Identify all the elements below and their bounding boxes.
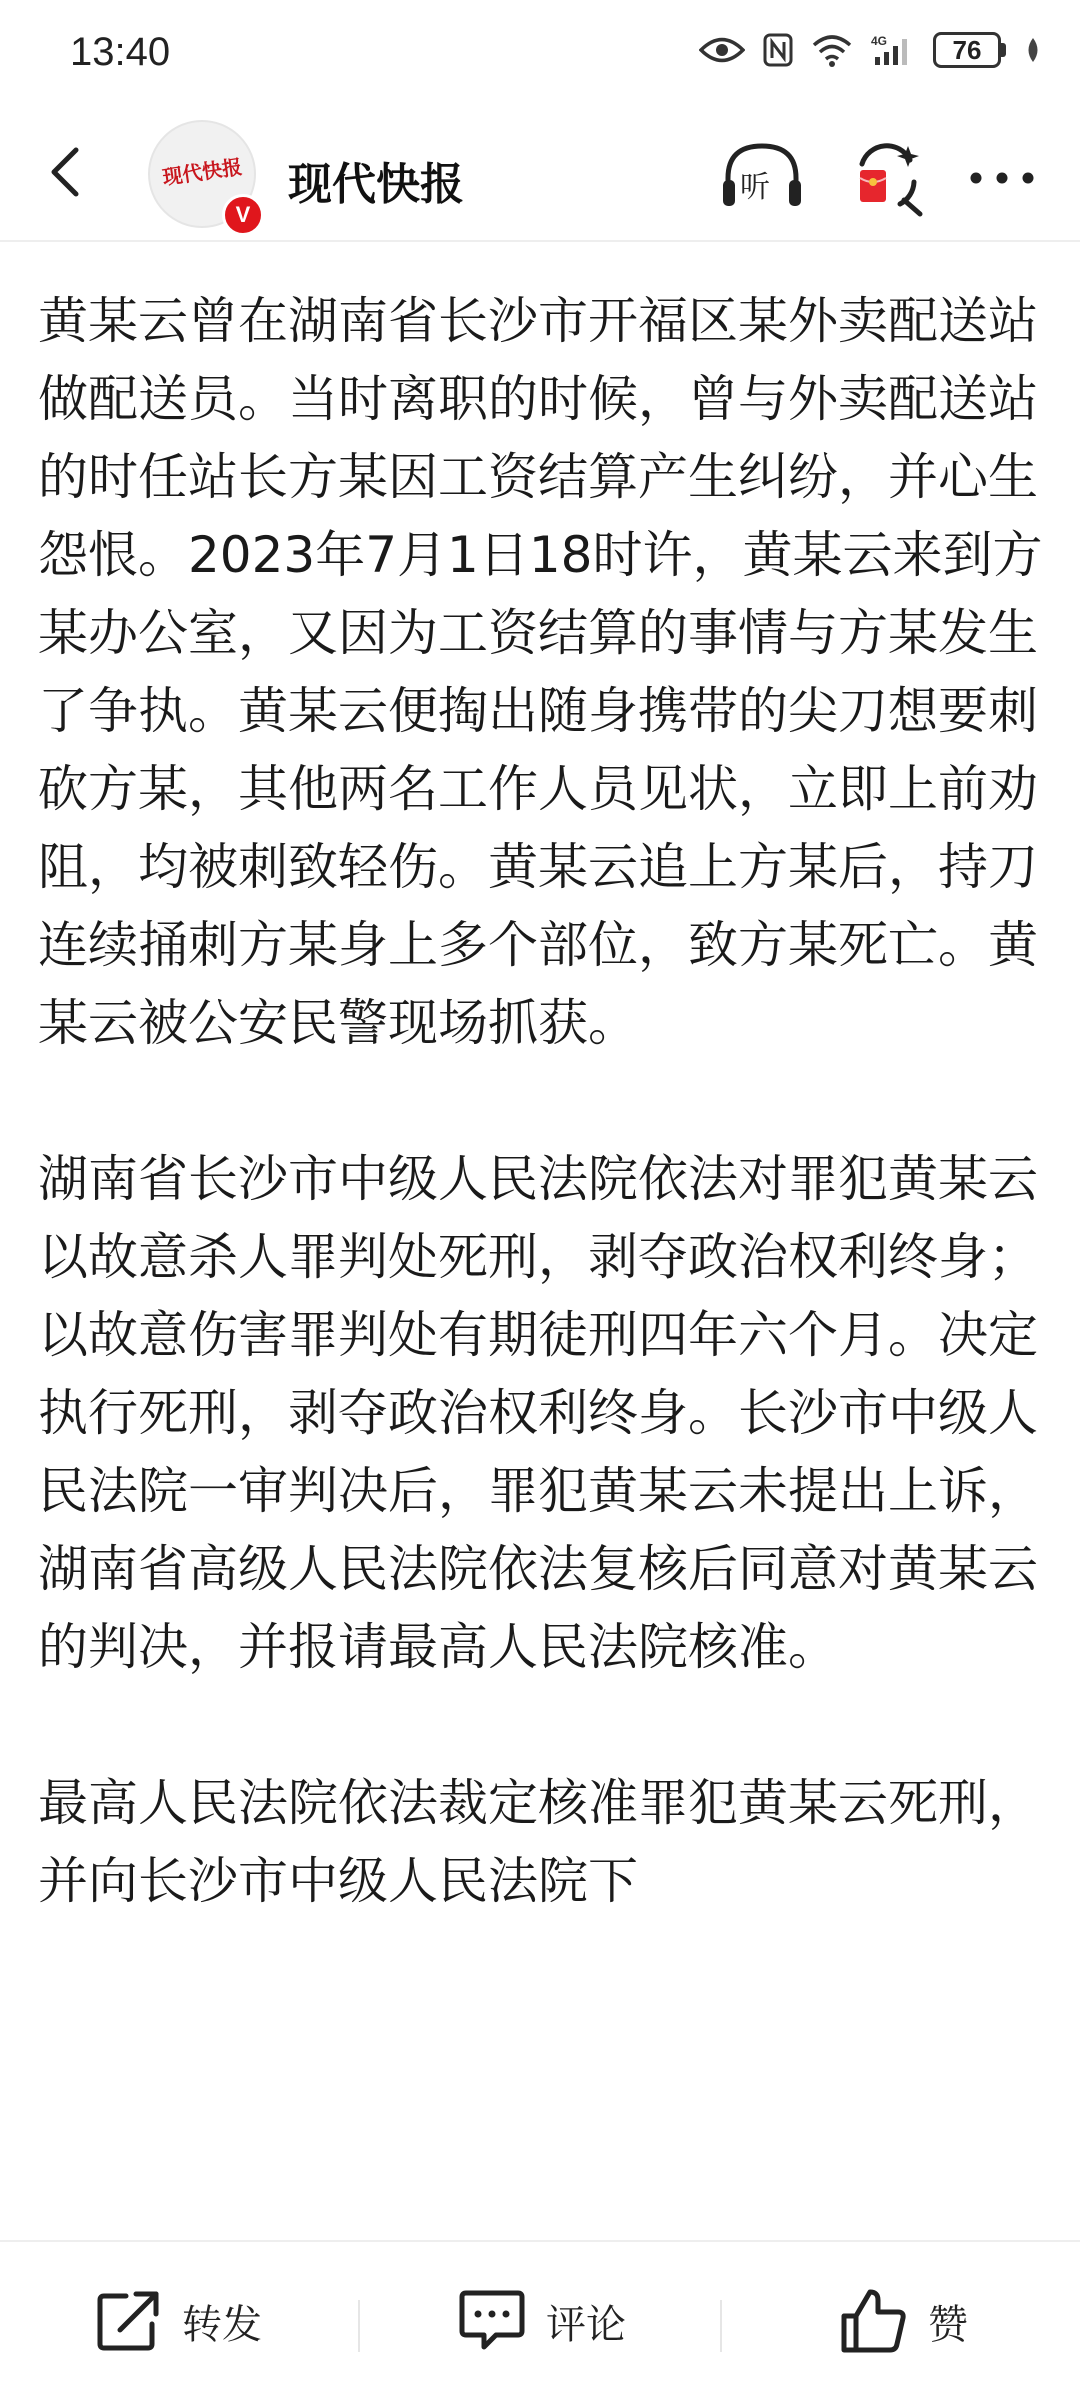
- comment-label: 评论: [546, 2301, 626, 2348]
- thumbs-up-icon: [840, 2288, 908, 2354]
- article-body: [38, 282, 1048, 1998]
- leaf-icon: [1024, 36, 1042, 64]
- article-paragraph: 黄某云曾在湖南省长沙市开福区某外卖配送站做配送员。当时离职的时候，曾与外卖配送站的时任站长方某因工资结算产生纠纷，并心生怨恨。2023年7月1日18时许，黄某云来到方某办公室，又因为工资结算的事情与方某发生了争执。黄某云便掏出随身携带的尖刀想要刺砍方某，其他两名工作人员见状，立即上前劝阻，均被刺致轻伤。黄某云追上方某后，持刀连续捅刺方某身上多个部位，致方某死亡。黄某云被公安民警现场抓获。: [38, 292, 1043, 1052]
- share-button[interactable]: [96, 2286, 262, 2356]
- status-bar: [0, 0, 1080, 110]
- divider: [720, 2300, 722, 2352]
- chevron-left-icon: [38, 142, 98, 202]
- bottom-action-bar: [0, 2240, 1080, 2405]
- listen-label: 听: [740, 170, 770, 205]
- red-packet-search-button[interactable]: [848, 138, 928, 218]
- share-icon: [96, 2290, 162, 2352]
- svg-text:4G: 4G: [871, 34, 888, 48]
- like-button[interactable]: [840, 2286, 968, 2356]
- status-icons: [699, 32, 1042, 68]
- channel-name[interactable]: 现代快报: [288, 159, 464, 210]
- red-packet-search-icon: [848, 138, 928, 218]
- battery-icon: [933, 32, 1006, 68]
- nfc-icon: [763, 33, 793, 67]
- divider: [358, 2300, 360, 2352]
- article-paragraph: 湖南省长沙市中级人民法院依法对罪犯黄某云以故意杀人罪判处死刑，剥夺政治权利终身；以故意伤害罪判处有期徒刑四年六个月。决定执行死刑，剥夺政治权利终身。长沙市中级人民法院一审判决后，罪犯黄某云未提出上诉，湖南省高级人民法院依法复核后同意对黄某云的判决，并报请最高人民法院核准。: [38, 1150, 1038, 1676]
- article-paragraph: 最高人民法院依法裁定核准罪犯黄某云死刑，并向长沙市中级人民法院下: [38, 1774, 1038, 1910]
- signal-4g-icon: [871, 33, 915, 67]
- wifi-icon: [811, 33, 853, 67]
- status-time: 13:40: [70, 30, 171, 74]
- back-button[interactable]: [38, 142, 98, 202]
- more-button[interactable]: [962, 148, 1042, 208]
- share-label: 转发: [182, 2301, 262, 2348]
- comment-icon: [458, 2289, 526, 2353]
- eye-icon: [699, 35, 745, 65]
- article-header: [0, 112, 1080, 242]
- more-dots-icon: [962, 148, 1042, 208]
- avatar-logo-text: 现代快报: [160, 154, 244, 190]
- battery-level: 76: [933, 32, 1001, 68]
- listen-button[interactable]: [720, 140, 804, 212]
- comment-button[interactable]: [458, 2286, 626, 2356]
- verified-badge: V: [222, 194, 264, 236]
- like-label: 赞: [928, 2301, 968, 2348]
- channel-avatar[interactable]: [148, 120, 256, 228]
